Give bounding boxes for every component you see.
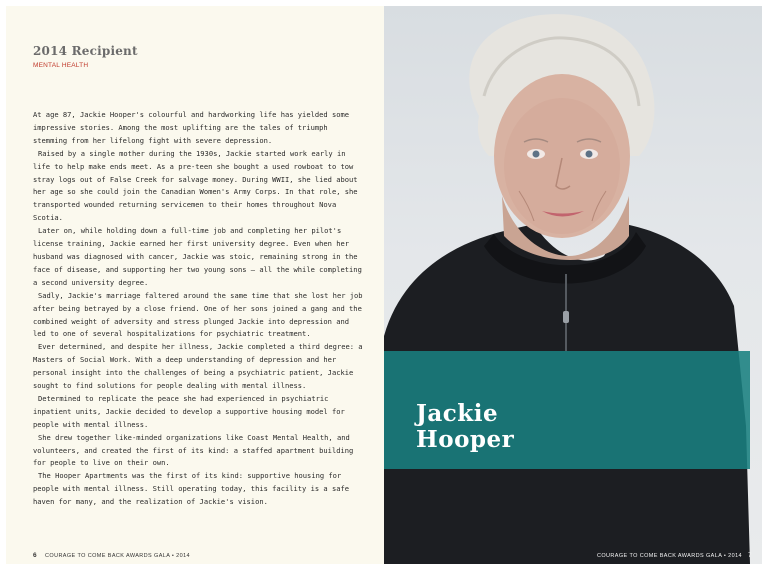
page-number: 7 <box>747 552 752 559</box>
recipient-first-name: Jackie <box>416 400 499 427</box>
page-number: 6 <box>33 552 38 559</box>
left-page <box>6 6 384 564</box>
paragraph: Determined to replicate the peace she had experienced in psychiatric inpatient units, Jackie decided to develop a supportive housing model for people with mental illness. <box>33 393 345 429</box>
left-footer <box>33 552 190 559</box>
right-footer <box>597 552 752 559</box>
zipper-pull-icon <box>563 311 569 323</box>
category-label: MENTAL HEALTH <box>33 62 89 69</box>
paragraph: At age 87, Jackie Hooper's colourful and hardworking life has yielded some impressive stories. Among the most uplifting are the tales of triumph stemming from her lifelong fight with severe depression. <box>33 110 350 145</box>
paragraph: The Hooper Apartments was the first of its kind: supportive housing for people with mental illness. Still operating today, this facility is a safe haven for many, and the realization of Jackie's vision. <box>33 471 350 507</box>
paragraph: Later on, while holding down a full-time job and completing her pilot's license training, Jackie earned her first university degree. Even when her husband was diagnosed with cancer, Jackie was stoic, remaining strong in the face of disease, and supporting her two young sons – all the while completing a second university degree. <box>33 226 362 287</box>
right-page <box>384 6 762 564</box>
portrait-photo <box>384 6 762 564</box>
paragraph: She drew together like-minded organizations like Coast Mental Health, and volunteers, and created the first of its kind: a staffed apartment building for people to live on their own. <box>33 432 354 468</box>
paragraph: Raised by a single mother during the 1930s, Jackie started work early in life to help make ends meet. As a pre-teen she bought a used rowboat to tow stray logs out of False Creek for salvage money. During WWII, she lied about her age so she could join the Canadian Women's Army Corps. In that role, she transported wounded returning servicemen to their homes throughout Nova Scotia. <box>33 148 358 223</box>
recipient-heading: 2014 Recipient <box>33 44 138 58</box>
footer-text: COURAGE TO COME BACK AWARDS GALA • 2014 <box>45 553 190 559</box>
paragraph: Ever determined, and despite her illness, Jackie completed a third degree: a Masters of Social Work. With a deep understanding of depression and her personal insight into the challenges of being a psychiatric patient, Jackie sought to find solutions for people dealing with mental illness. <box>33 342 363 391</box>
recipient-last-name: Hooper <box>416 426 515 453</box>
paragraph: Sadly, Jackie's marriage faltered around the same time that she lost her job after being betrayed by a close friend. One of her sons joined a gang and the combined weight of adversity and stress plunged Jackie into depression and led to one of several hospitalizations for psychiatric treatment. <box>33 290 363 339</box>
footer-text: COURAGE TO COME BACK AWARDS GALA • 2014 <box>597 553 742 559</box>
article-body <box>33 109 363 509</box>
